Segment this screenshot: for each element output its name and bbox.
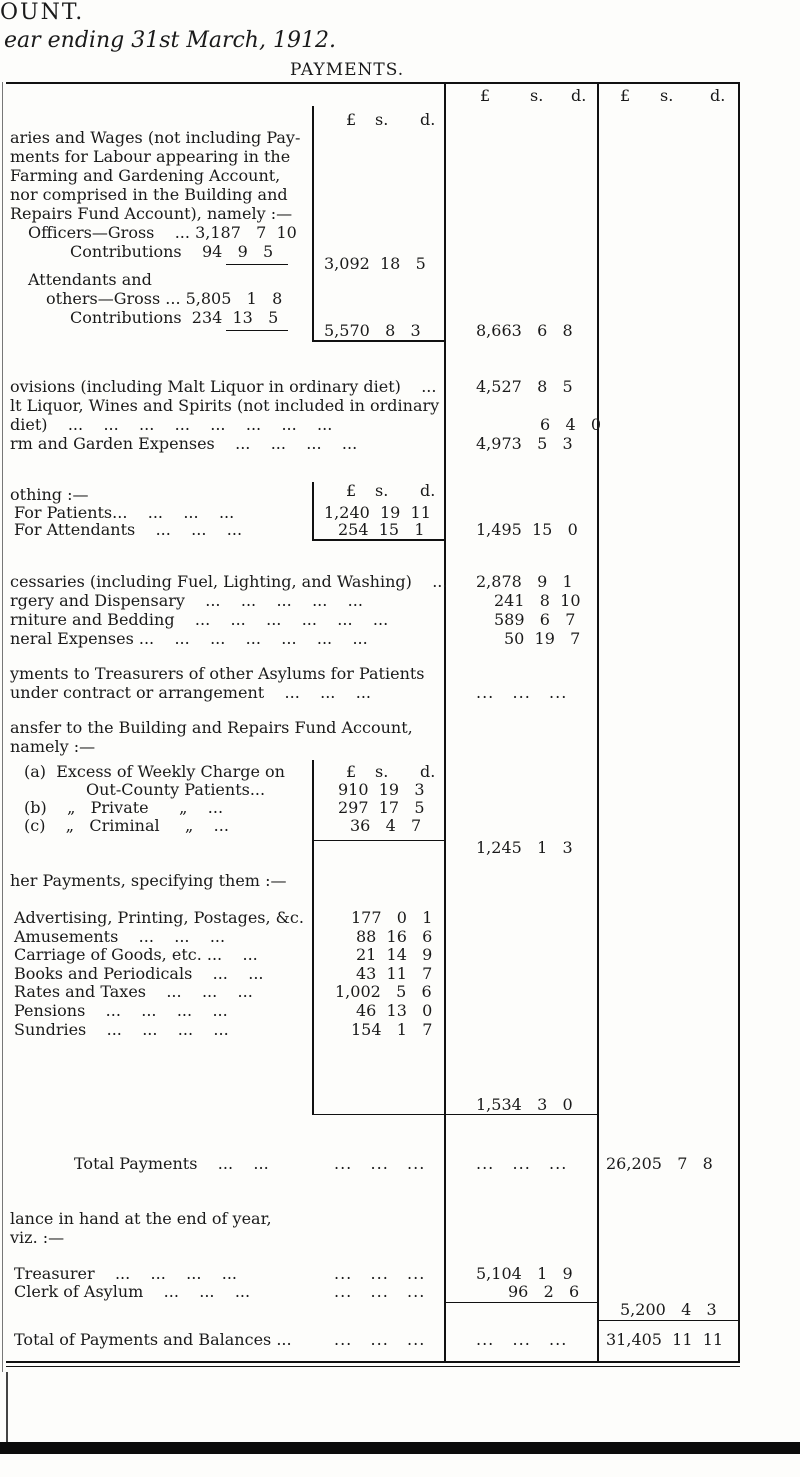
necessaries-line: cessaries (including Fuel, Lighting, and Washing) ... — [10, 572, 448, 591]
provisions-value: 4,527 8 5 — [476, 377, 573, 396]
clothing-patients-value: 1,240 19 11 — [324, 503, 431, 522]
clothing-total: 1,495 15 0 — [476, 520, 578, 539]
officers-contributions: Contributions 94 9 5 — [70, 242, 274, 261]
general-value: 50 19 7 — [504, 629, 581, 648]
right-col-head-shillings: s. — [660, 86, 674, 105]
other-item-label: Advertising, Printing, Postages, &c. — [14, 908, 304, 927]
inner-col-head-pounds: £ — [346, 110, 357, 129]
transfer-inner-rule — [312, 760, 314, 1114]
salaries-inner-rule-2 — [312, 264, 314, 342]
transfer-line-1: ansfer to the Building and Repairs Fund Account, — [10, 718, 413, 737]
farm-garden-line: rm and Garden Expenses ... ... ... ... — [10, 434, 358, 453]
clothing-attendants-value: 254 15 1 — [338, 520, 425, 539]
other-item-label: Sundries ... ... ... ... — [14, 1020, 229, 1039]
furniture-value: 589 6 7 — [494, 610, 576, 629]
transfer-head-shillings: s. — [375, 762, 389, 781]
grand-total-value: 31,405 11 11 — [606, 1330, 724, 1349]
other-heading: her Payments, specifying them :— — [10, 871, 287, 890]
attendants-net: 5,570 8 3 — [324, 321, 421, 340]
treasurer-value: 5,104 1 9 — [476, 1264, 573, 1283]
surgery-line: rgery and Dispensary ... ... ... ... ... — [10, 591, 363, 610]
transfer-b-line: (b) „ Private „ ... — [24, 798, 224, 817]
top-rule — [6, 82, 740, 84]
col-rule-edge — [738, 82, 740, 1362]
officers-net: 3,092 18 5 — [324, 254, 426, 273]
transfer-a-line-2: Out-County Patients... — [86, 780, 266, 799]
salaries-line-2: ments for Labour appearing in the — [10, 147, 291, 166]
treasurers-line-2: under contract or arrangement ... ... ... — [10, 683, 371, 702]
other-item-label: Carriage of Goods, etc. ... ... — [14, 945, 258, 964]
salaries-line-5: Repairs Fund Account), namely :— — [10, 204, 293, 223]
salaries-line-1: aries and Wages (not including Pay- — [10, 128, 301, 147]
general-line: neral Expenses ... ... ... ... ... ... ... — [10, 629, 368, 648]
transfer-c-value: 36 4 7 — [350, 816, 422, 835]
transfer-head-pounds: £ — [346, 762, 357, 781]
clothing-label: othing :— — [10, 485, 89, 504]
surgery-value: 241 8 10 — [494, 591, 581, 610]
liquor-value: 6 4 0 — [540, 415, 602, 434]
officers-dash — [226, 264, 288, 265]
inner-col-head-shillings: s. — [375, 110, 389, 129]
salaries-line-3: Farming and Gardening Account, — [10, 166, 281, 185]
bottom-rule-2 — [6, 1366, 740, 1367]
other-item-label: Books and Periodicals ... ... — [14, 964, 264, 983]
treasurer-label: Treasurer ... ... ... ... — [14, 1264, 238, 1283]
grand-inner: ... ... ... — [334, 1330, 426, 1349]
period-line: ear ending 31st March, 1912. — [4, 28, 336, 53]
other-item-label: Amusements ... ... ... — [14, 927, 226, 946]
other-item-value: 177 0 1 — [351, 908, 433, 927]
mid-col-head-pounds: £ — [480, 86, 491, 105]
provisions-line-3: diet) ... ... ... ... ... ... ... ... — [10, 415, 333, 434]
other-item-value: 88 16 6 — [356, 927, 433, 946]
transfer-head-pence: d. — [420, 762, 436, 781]
other-total: 1,534 3 0 — [476, 1095, 573, 1114]
mid-col-underline — [444, 1114, 599, 1115]
attendants-dash — [226, 330, 288, 331]
other-item-value: 43 11 7 — [356, 964, 433, 983]
right-col-head-pence: d. — [710, 86, 726, 105]
salaries-inner-rule — [312, 106, 314, 264]
other-item-label: Rates and Taxes ... ... ... — [14, 982, 253, 1001]
clerk-label: Clerk of Asylum ... ... ... — [14, 1282, 251, 1301]
balance-line-2: viz. :— — [10, 1228, 65, 1247]
balance-underline — [444, 1302, 599, 1303]
attendants-label: Attendants and — [28, 270, 152, 289]
bottom-black-band — [0, 1442, 800, 1454]
salaries-underline — [312, 340, 446, 342]
other-item-value: 1,002 5 6 — [335, 982, 432, 1001]
treasurer-inner: ... ... ... — [334, 1264, 426, 1283]
transfer-line-2: namely :— — [10, 737, 96, 756]
necessaries-value: 2,878 9 1 — [476, 572, 573, 591]
farm-garden-value: 4,973 5 3 — [476, 434, 573, 453]
col-rule-mid — [444, 82, 446, 1362]
officers-gross: Officers—Gross ... 3,187 7 10 — [28, 223, 297, 242]
clothing-head-pence: d. — [420, 481, 436, 500]
other-underline — [312, 1114, 446, 1115]
transfer-underline — [312, 840, 446, 841]
salaries-line-4: nor comprised in the Building and — [10, 185, 288, 204]
other-item-value: 154 1 7 — [351, 1020, 433, 1039]
clerk-value: 96 2 6 — [508, 1282, 580, 1301]
transfer-c-line: (c) „ Criminal „ ... — [24, 816, 229, 835]
grand-mid: ... ... ... — [476, 1330, 568, 1349]
total-payments-mid: ... ... ... — [476, 1154, 568, 1173]
bottom-left-mark — [6, 1372, 8, 1442]
transfer-a-line-1: (a) Excess of Weekly Charge on — [24, 762, 285, 781]
other-item-value: 21 14 9 — [356, 945, 433, 964]
clothing-head-shillings: s. — [375, 481, 389, 500]
salaries-total: 8,663 6 8 — [476, 321, 573, 340]
attendants-gross: others—Gross ... 5,805 1 8 — [46, 289, 283, 308]
clothing-inner-rule — [312, 482, 314, 540]
clothing-attendants-label: For Attendants ... ... ... — [14, 520, 243, 539]
provisions-line-1: ovisions (including Malt Liquor in ordinary diet) ... — [10, 377, 437, 396]
furniture-line: rniture and Bedding ... ... ... ... ... ... — [10, 610, 389, 629]
balance-total: 5,200 4 3 — [620, 1300, 717, 1319]
treasurers-line-1: yments to Treasurers of other Asylums for Patients — [10, 664, 425, 683]
provisions-line-2: lt Liquor, Wines and Spirits (not included in ordinary — [10, 396, 440, 415]
other-item-value: 46 13 0 — [356, 1001, 433, 1020]
treasurers-value: ... ... ... — [476, 683, 568, 702]
other-item-label: Pensions ... ... ... ... — [14, 1001, 228, 1020]
clothing-patients-label: For Patients... ... ... ... — [14, 503, 235, 522]
total-payments-label: Total Payments ... ... — [74, 1154, 269, 1173]
total-payments-inner: ... ... ... — [334, 1154, 426, 1173]
right-col-underline — [597, 1320, 740, 1321]
clothing-head-pounds: £ — [346, 481, 357, 500]
grand-total-label: Total of Payments and Balances ... — [14, 1330, 292, 1349]
balance-line-1: lance in hand at the end of year, — [10, 1209, 272, 1228]
attendants-contributions: Contributions 234 13 5 — [70, 308, 279, 327]
right-col-head-pounds: £ — [620, 86, 631, 105]
inner-col-head-pence: d. — [420, 110, 436, 129]
total-payments-value: 26,205 7 8 — [606, 1154, 713, 1173]
mid-col-head-shillings: s. — [530, 86, 544, 105]
header-corner: OUNT. — [0, 0, 85, 25]
mid-col-head-pence: d. — [571, 86, 587, 105]
clerk-inner: ... ... ... — [334, 1282, 426, 1301]
transfer-total: 1,245 1 3 — [476, 838, 573, 857]
clothing-underline — [312, 539, 446, 541]
left-edge — [2, 82, 3, 1372]
page-title: PAYMENTS. — [290, 60, 405, 80]
bottom-rule-1 — [6, 1361, 740, 1363]
transfer-a-value: 910 19 3 — [338, 780, 425, 799]
col-rule-right — [597, 82, 599, 1362]
transfer-b-value: 297 17 5 — [338, 798, 425, 817]
